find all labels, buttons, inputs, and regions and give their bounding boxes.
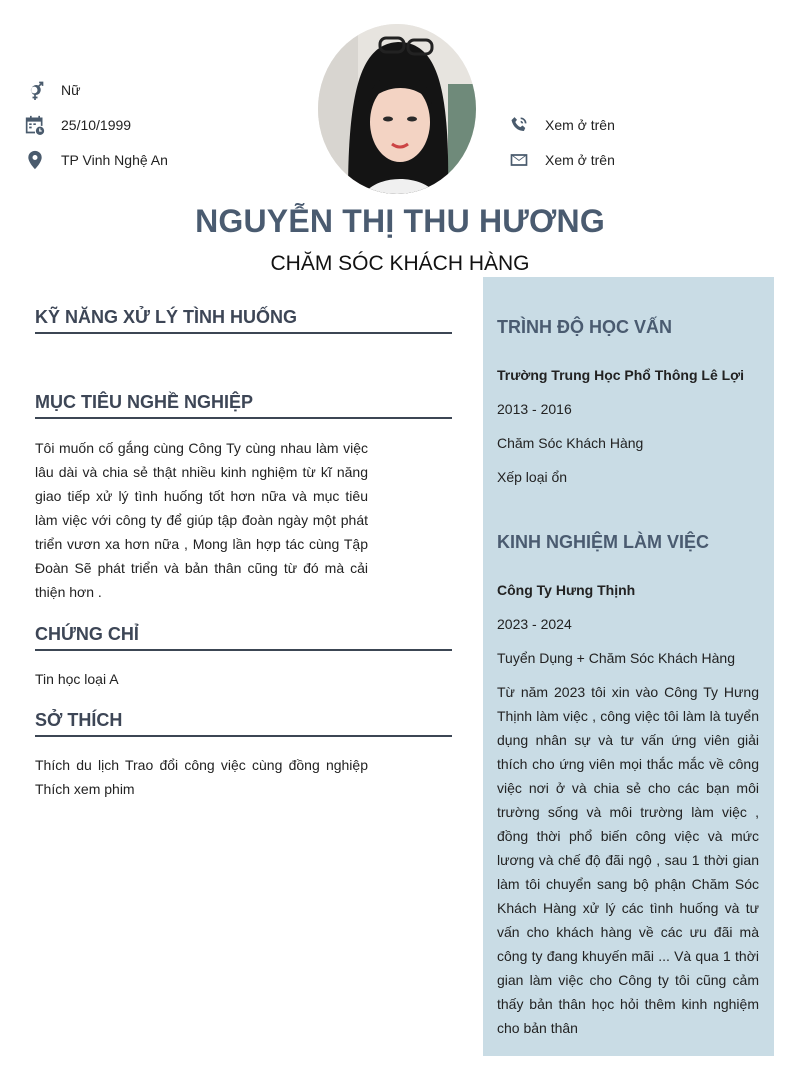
objective-text: Tôi muốn cố gắng cùng Công Ty cùng nhau làm việc lâu dài và chia sẻ thật nhiều kinh nghiệm từ kĩ năng giao tiếp xử lý tình huống tốt hơn nữa và mục tiêu làm việc với công ty để giúp tập đoàn ngày một phát triển vươn xa hơn nữa , Mong lần hợp tác cùng Tập Đoàn Sẽ phát triển và bản thân cũng từ đó mà cải thiện hơn . [35, 440, 368, 600]
certificates-text: Tin học loại A [35, 671, 119, 687]
experience-years: 2023 - 2024 [497, 616, 572, 632]
email-row [509, 150, 615, 170]
education-title: TRÌNH ĐỘ HỌC VẤN [497, 317, 672, 337]
gender-text: Nữ [61, 82, 81, 98]
experience-title: KINH NGHIỆM LÀM VIỆC [497, 532, 710, 552]
education-school: Trường Trung Học Phổ Thông Lê Lợi [497, 367, 745, 383]
calendar-icon [25, 115, 45, 135]
skills-divider [35, 332, 452, 334]
birthdate-row [25, 115, 131, 135]
experience-company: Công Ty Hưng Thịnh [497, 582, 636, 598]
birthdate-text: 25/10/1999 [61, 117, 132, 133]
full-name: NGUYỄN THỊ THU HƯƠNG [195, 203, 605, 239]
objective-divider [35, 417, 452, 419]
hobbies-title: SỞ THÍCH [35, 710, 123, 730]
experience-description: Từ năm 2023 tôi xin vào Công Ty Hưng Thịnh làm việc , công việc tôi làm là tuyển dụng nhân sự và tư vấn ứng viên giải thích cho ứng viên mọi thắc mắc về công việc nơi ở và chia sẻ cho các bạn môi trường sống và môi trường làm việc , đồng thời phổ biến công việc và mức lương và chế độ đãi ngộ , sau 1 thời gian làm tôi chuyển sang bộ phận Chăm Sóc Khách Hàng xử lý các tình huống và tư vấn cho khách hàng về các ưu đãi mà công ty đang khuyến mãi ... Và qua 1 thời gian làm việc cho Công ty tôi cũng cảm thấy bản thân học hỏi thêm kinh nghiệm cho bản thân [497, 684, 759, 1036]
location-icon [25, 150, 45, 170]
education-years: 2013 - 2016 [497, 401, 572, 417]
avatar [318, 24, 476, 194]
email-text: Xem ở trên [545, 152, 615, 168]
phone-row [509, 115, 615, 135]
experience-position: Tuyển Dụng + Chăm Sóc Khách Hàng [497, 650, 736, 666]
avatar-photo [318, 24, 476, 194]
job-title: CHĂM SÓC KHÁCH HÀNG [270, 252, 530, 275]
hobbies-text: Thích du lịch Trao đổi công việc cùng đồng nghiệp Thích xem phim [35, 757, 368, 797]
address-row [25, 150, 168, 170]
certificates-title: CHỨNG CHỈ [35, 624, 139, 644]
skills-title: KỸ NĂNG XỬ LÝ TÌNH HUỐNG [35, 307, 297, 327]
hobbies-divider [35, 735, 452, 737]
education-grade: Xếp loại ổn [497, 469, 568, 485]
address-text: TP Vinh Nghệ An [61, 152, 168, 168]
gender-row [25, 80, 80, 100]
certificates-divider [35, 649, 452, 651]
phone-icon [509, 115, 529, 135]
objective-title: MỤC TIÊU NGHỀ NGHIỆP [35, 392, 254, 412]
phone-text: Xem ở trên [545, 117, 615, 133]
email-icon [509, 150, 529, 170]
education-major: Chăm Sóc Khách Hàng [497, 435, 644, 451]
gender-icon [25, 80, 45, 100]
